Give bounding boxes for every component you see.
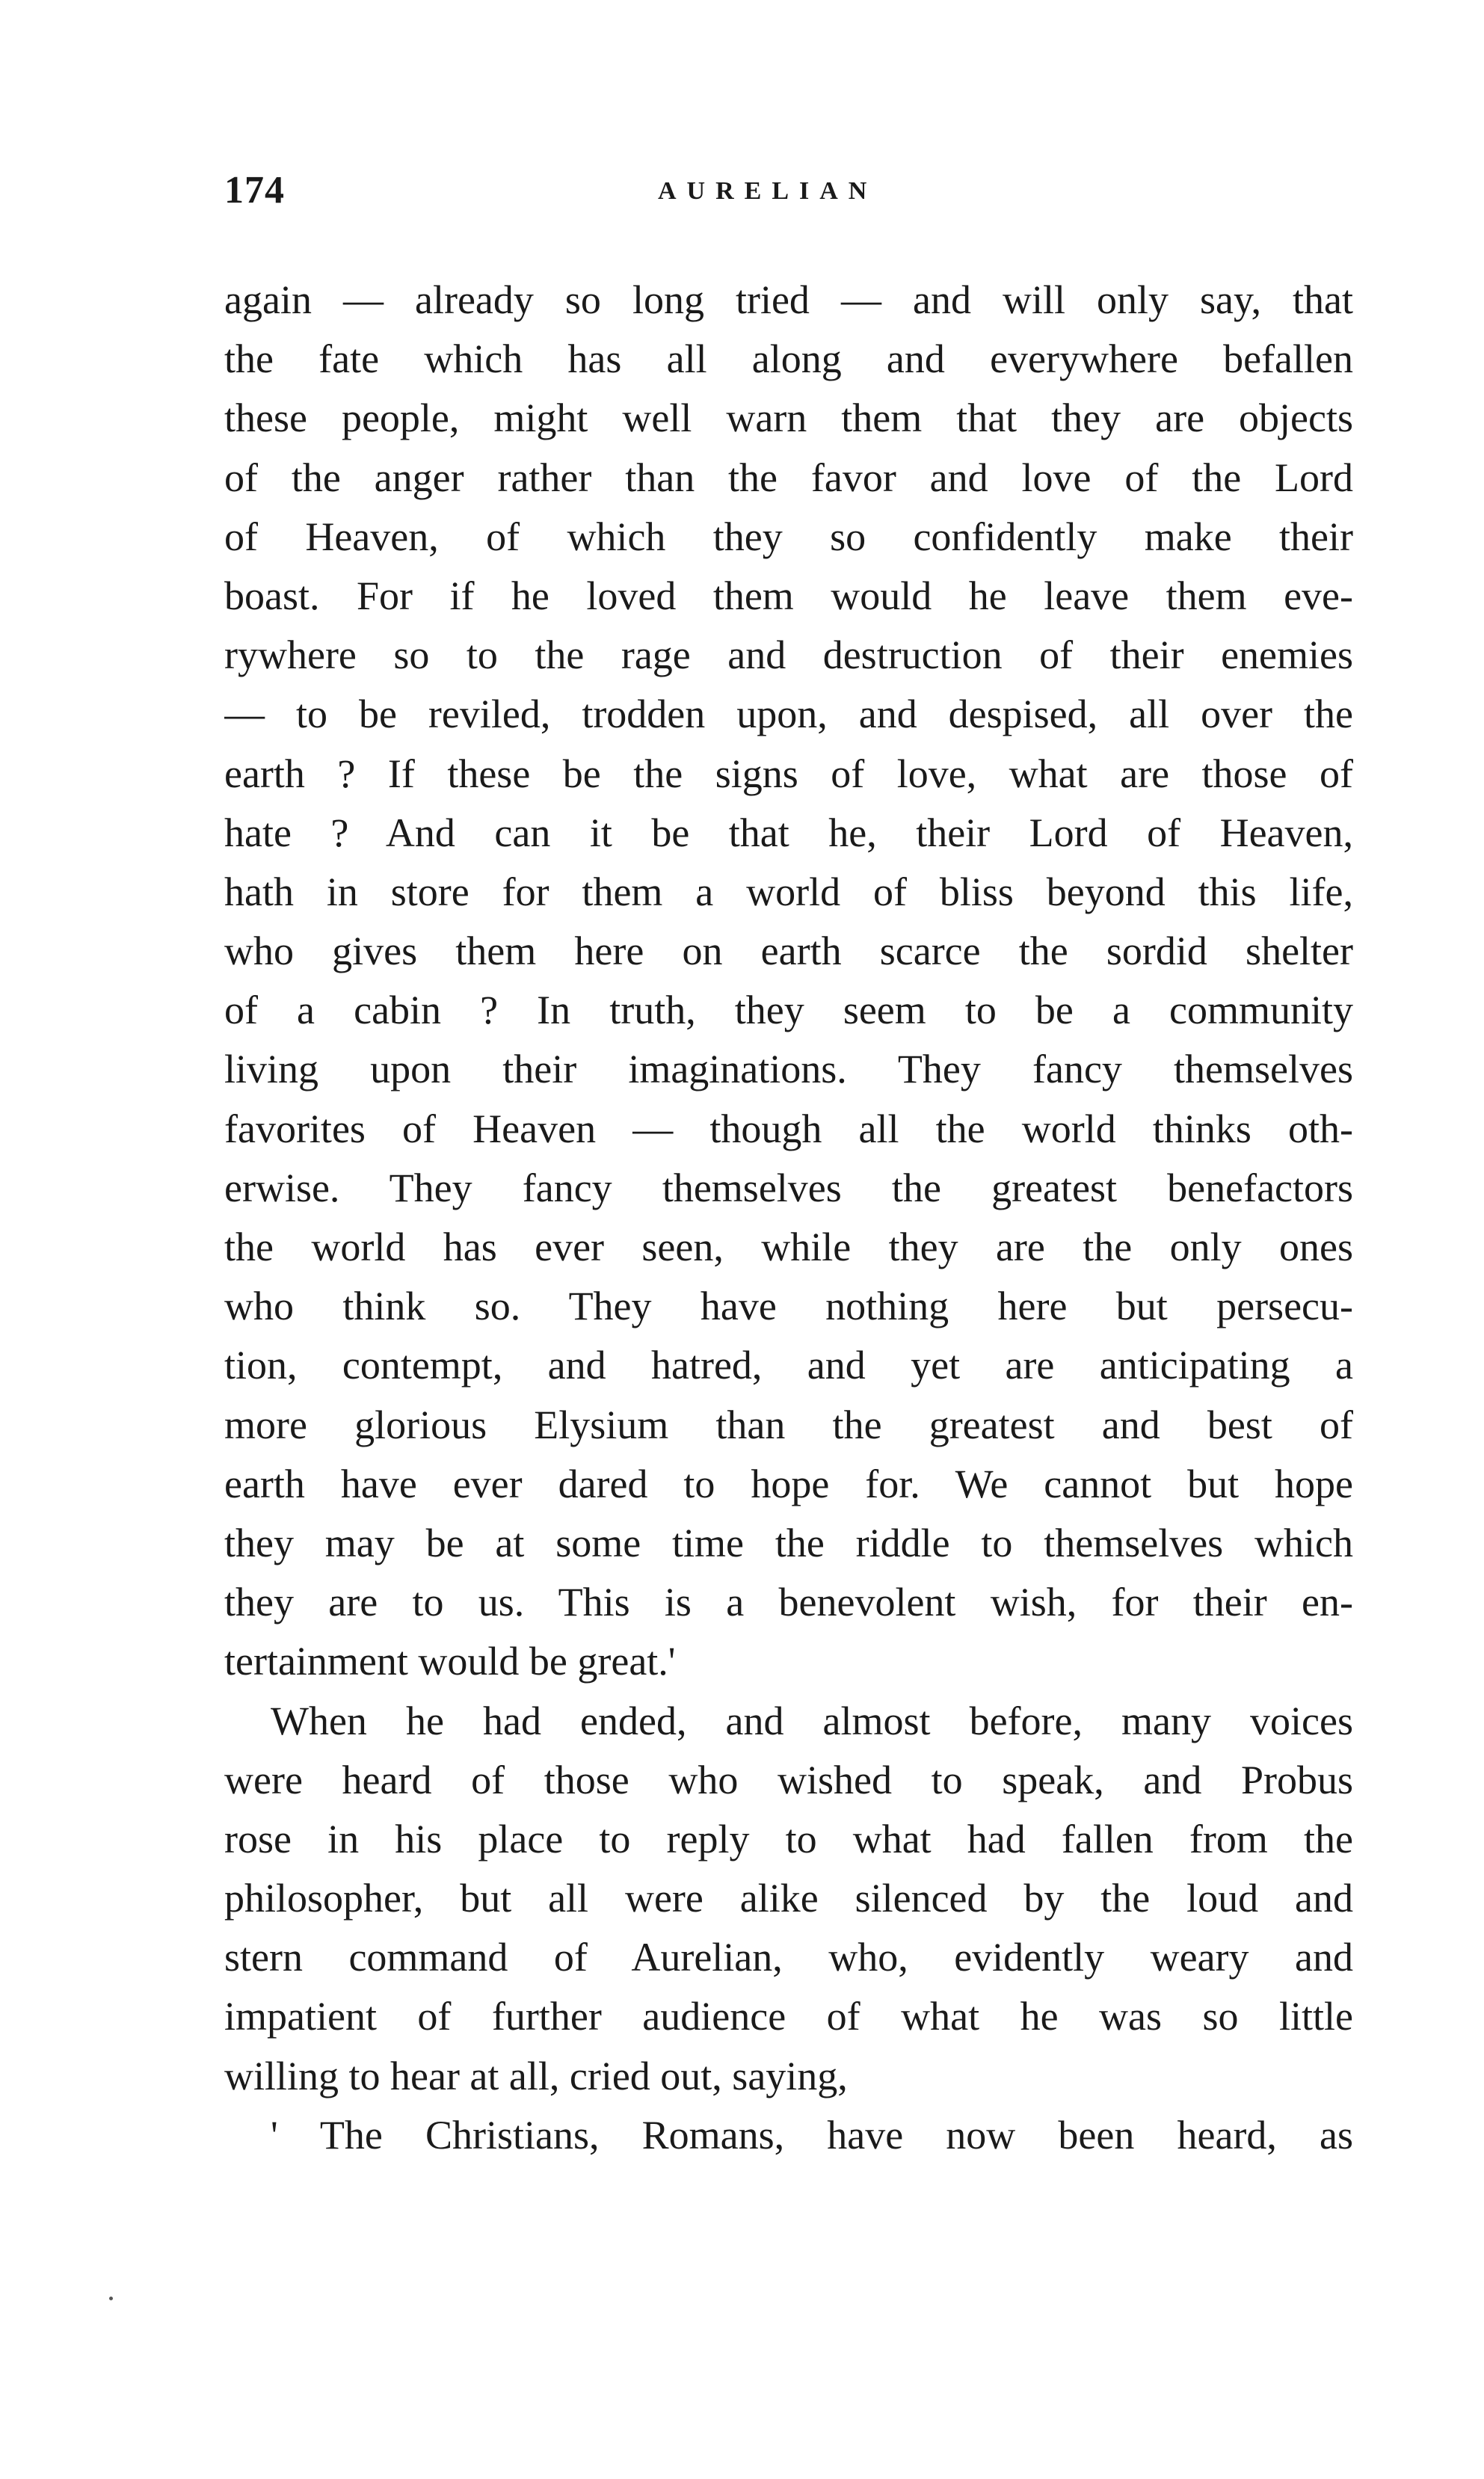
text-line: erwise. They fancy themselves the greatest benefactors xyxy=(224,1165,1353,1210)
text-line: more glorious Elysium than the greatest and best of xyxy=(224,1402,1353,1447)
text-line-paragraph-start: When he had ended, and almost before, many voices xyxy=(271,1698,1353,1743)
text-line: stern command of Aurelian, who, evidently weary and xyxy=(224,1935,1353,1980)
text-line: hath in store for them a world of bliss beyond this life, xyxy=(224,869,1353,914)
text-line: hate ? And can it be that he, their Lord of Heaven, xyxy=(224,810,1353,855)
text-line: the world has ever seen, while they are the only ones xyxy=(224,1225,1353,1269)
text-line: again — already so long tried — and will only say, that xyxy=(224,277,1353,322)
text-line: boast. For if he loved them would he leave them eve- xyxy=(224,573,1353,618)
text-line: these people, might well warn them that they are objects xyxy=(224,395,1353,441)
page-header xyxy=(224,168,1353,228)
text-line: philosopher, but all were alike silenced by the loud and xyxy=(224,1876,1353,1921)
text-line: tion, contempt, and hatred, and yet are anticipating a xyxy=(224,1343,1353,1388)
text-line: of Heaven, of which they so confidently make their xyxy=(224,514,1353,559)
text-line: living upon their imaginations. They fancy themselves xyxy=(224,1047,1353,1092)
text-line: of a cabin ? In truth, they seem to be a community xyxy=(224,988,1353,1033)
running-title: AURELIAN xyxy=(658,177,878,205)
page-number: 174 xyxy=(224,169,285,212)
ink-speck xyxy=(109,2297,113,2300)
text-line: impatient of further audience of what he was so little xyxy=(224,1994,1353,2039)
text-line: — to be reviled, trodden upon, and despised, all over the xyxy=(224,692,1353,737)
text-line: they are to us. This is a benevolent wish, for their en- xyxy=(224,1580,1353,1625)
text-line: earth have ever dared to hope for. We cannot but hope xyxy=(224,1461,1353,1506)
text-line: rose in his place to reply to what had fallen from the xyxy=(224,1816,1353,1861)
text-line: of the anger rather than the favor and love of the Lord xyxy=(224,455,1353,500)
text-line: who think so. They have nothing here but persecu- xyxy=(224,1284,1353,1329)
text-line-paragraph-end: willing to hear at all, cried out, saying, xyxy=(224,2053,848,2098)
text-line: they may be at some time the riddle to themselves which xyxy=(224,1520,1353,1565)
body-text xyxy=(224,271,1353,2165)
text-line: favorites of Heaven — though all the world thinks oth- xyxy=(224,1106,1353,1151)
text-line: earth ? If these be the signs of love, what are those of xyxy=(224,751,1353,796)
text-line: rywhere so to the rage and destruction of their enemies xyxy=(224,632,1353,678)
text-line-paragraph-start: ' The Christians, Romans, have now been heard, as xyxy=(271,2112,1353,2158)
text-line: who gives them here on earth scarce the sordid shelter xyxy=(224,929,1353,974)
text-line: were heard of those who wished to speak, and Probus xyxy=(224,1757,1353,1802)
text-line-paragraph-end: tertainment would be great.' xyxy=(224,1639,676,1684)
text-line: the fate which has all along and everywhere befallen xyxy=(224,336,1353,382)
